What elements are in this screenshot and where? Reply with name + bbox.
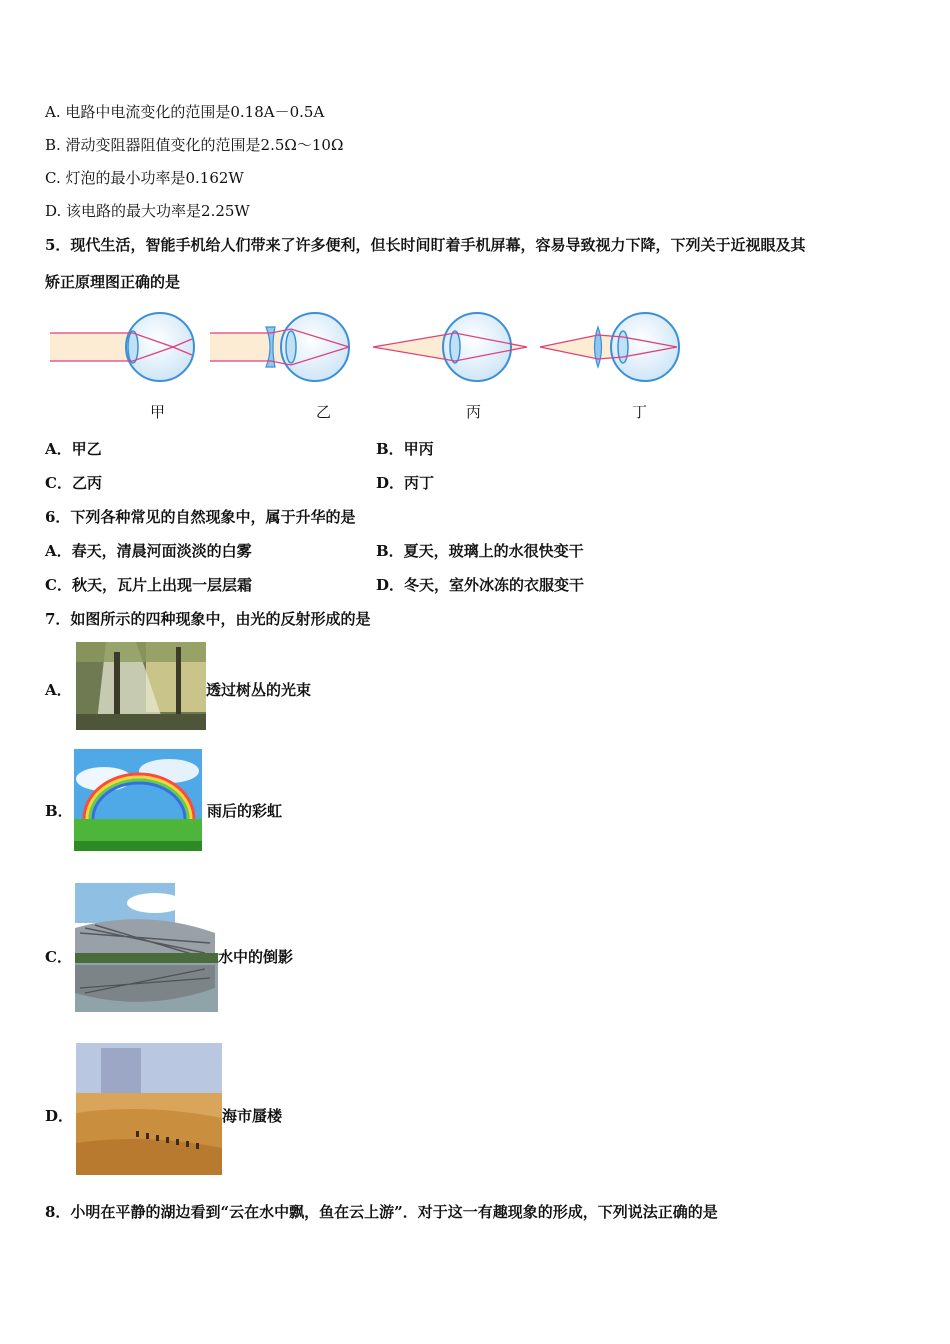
q4-option-a: A. 电路中电流变化的范围是0.18A－0.5A	[45, 103, 325, 121]
q5-option-c: C．乙丙	[45, 474, 102, 492]
eye-figure-yi	[210, 313, 349, 381]
forest-light-image	[76, 642, 206, 730]
eye-diagram	[45, 305, 695, 395]
q6-option-d: D．冬天，室外冰冻的衣服变干	[376, 576, 585, 594]
eye-figure-jia	[50, 313, 194, 381]
q7-option-c-caption: 水中的倒影	[218, 948, 294, 966]
q7-option-c-letter: C．	[45, 948, 72, 966]
q6-option-b: B．夏天，玻璃上的水很快变干	[376, 542, 584, 560]
rainbow-image	[74, 749, 202, 851]
q5-stem-line2: 矫正原理图正确的是	[45, 273, 181, 291]
q4-option-c: C. 灯泡的最小功率是0.162W	[45, 169, 244, 187]
q7-option-b-letter: B．	[45, 802, 73, 820]
q6-option-a: A．春天，清晨河面淡淡的白雾	[45, 542, 252, 560]
q5-option-d: D．丙丁	[376, 474, 435, 492]
q7-option-a-caption: 透过树丛的光束	[206, 681, 312, 699]
mirage-image	[76, 1043, 222, 1175]
figure-label-jia: 甲	[150, 403, 166, 421]
q4-option-b: B. 滑动变阻器阻值变化的范围是2.5Ω～10Ω	[45, 136, 344, 154]
figure-label-ding: 丁	[632, 403, 648, 421]
figure-label-yi: 乙	[316, 403, 332, 421]
figure-label-bing: 丙	[466, 403, 482, 421]
q6-option-c: C．秋天，瓦片上出现一层层霜	[45, 576, 252, 594]
q7-option-a-letter: A．	[45, 681, 72, 699]
q7-option-b-caption: 雨后的彩虹	[207, 802, 283, 820]
q7-stem: 7．如图所示的四种现象中，由光的反射形成的是	[45, 610, 371, 628]
eye-figure-ding	[540, 313, 679, 381]
q7-option-d-caption: 海市蜃楼	[222, 1107, 283, 1125]
q5-option-b: B．甲丙	[376, 440, 434, 458]
water-reflection-image	[75, 883, 218, 1012]
q6-stem: 6．下列各种常见的自然现象中，属于升华的是	[45, 508, 356, 526]
q4-option-d: D. 该电路的最大功率是2.25W	[45, 202, 250, 220]
eye-figure-bing	[373, 313, 527, 381]
q8-stem: 8．小明在平静的湖边看到“云在水中飘，鱼在云上游”．对于这一有趣现象的形成，下列说法正确的是	[45, 1203, 718, 1221]
q7-option-d-letter: D．	[45, 1107, 74, 1125]
q5-option-a: A．甲乙	[45, 440, 102, 458]
q5-stem-line1: 5．现代生活，智能手机给人们带来了许多便利，但长时间盯着手机屏幕，容易导致视力下降，下列关于近视眼及其	[45, 236, 806, 254]
